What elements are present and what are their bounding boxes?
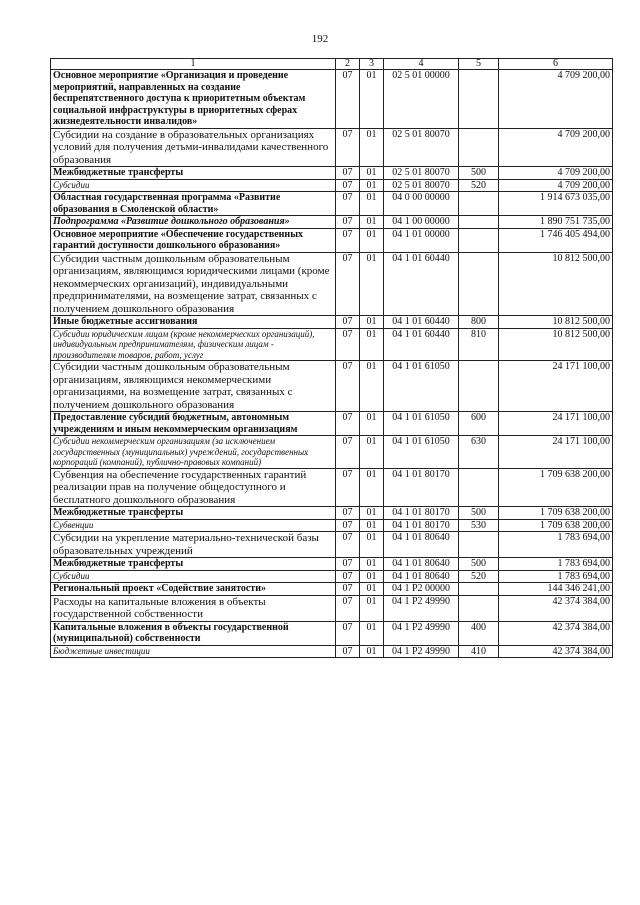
row-target-code-cell: 04 1 01 80640 (384, 532, 459, 558)
table-header-row (51, 59, 613, 70)
row-amount-cell: 42 374 384,00 (499, 621, 613, 645)
row-subsection-cell: 01 (360, 316, 384, 329)
row-name-cell: Расходы на капитальные вложения в объекты государственной собственности (51, 595, 336, 621)
header-col-2: 2 (336, 59, 360, 70)
row-name-cell: Субсидии некоммерческим организациям (за исключением государственных (муниципальных) учреждений, государственных корпораций (компаний), публично-правовых компаний) (51, 436, 336, 469)
row-expense-type-cell: 410 (459, 645, 499, 658)
row-section-cell: 07 (336, 167, 360, 180)
row-name-cell: Субсидии юридическим лицам (кроме некоммерческих организаций), индивидуальным предпринимателям, физическим лицам - производителям товаров, работ, услуг (51, 328, 336, 361)
row-amount-cell: 42 374 384,00 (499, 645, 613, 658)
row-subsection-cell: 01 (360, 167, 384, 180)
row-name-cell: Региональный проект «Содействие занятости» (51, 583, 336, 596)
row-target-code-cell: 04 0 00 00000 (384, 192, 459, 216)
row-expense-type-cell: 500 (459, 507, 499, 520)
table-row (51, 558, 613, 571)
row-subsection-cell: 01 (360, 179, 384, 192)
row-subsection-cell: 01 (360, 468, 384, 507)
row-subsection-cell: 01 (360, 645, 384, 658)
row-amount-cell: 1 783 694,00 (499, 558, 613, 571)
row-expense-type-cell (459, 595, 499, 621)
table-row (51, 252, 613, 316)
table-row (51, 583, 613, 596)
row-expense-type-cell (459, 128, 499, 167)
row-section-cell: 07 (336, 179, 360, 192)
row-target-code-cell: 04 1 P2 00000 (384, 583, 459, 596)
row-amount-cell: 24 171 100,00 (499, 436, 613, 469)
row-name-cell: Субсидии частным дошкольным образовательным организациям, являющимся некоммерческими организациями, на возмещение затрат, связанных с получением дошкольного образования (51, 361, 336, 412)
header-col-1: 1 (51, 59, 336, 70)
row-expense-type-cell (459, 192, 499, 216)
row-name-cell: Подпрограмма «Развитие дошкольного образования» (51, 216, 336, 229)
row-expense-type-cell (459, 532, 499, 558)
row-section-cell: 07 (336, 70, 360, 129)
row-amount-cell: 4 709 200,00 (499, 179, 613, 192)
row-name-cell: Областная государственная программа «Развитие образования в Смоленской области» (51, 192, 336, 216)
row-section-cell: 07 (336, 468, 360, 507)
table-row (51, 192, 613, 216)
row-name-cell: Капитальные вложения в объекты государственной (муниципальной) собственности (51, 621, 336, 645)
row-subsection-cell: 01 (360, 558, 384, 571)
row-section-cell: 07 (336, 570, 360, 583)
row-subsection-cell: 01 (360, 128, 384, 167)
row-subsection-cell: 01 (360, 192, 384, 216)
row-amount-cell: 1 709 638 200,00 (499, 468, 613, 507)
table-row (51, 621, 613, 645)
row-subsection-cell: 01 (360, 70, 384, 129)
header-col-3: 3 (360, 59, 384, 70)
row-amount-cell: 1 709 638 200,00 (499, 519, 613, 532)
row-target-code-cell: 04 1 01 60440 (384, 328, 459, 361)
row-section-cell: 07 (336, 316, 360, 329)
row-target-code-cell: 04 1 00 00000 (384, 216, 459, 229)
table-row (51, 412, 613, 436)
table-row (51, 216, 613, 229)
row-target-code-cell: 04 1 01 80170 (384, 519, 459, 532)
row-name-cell: Субвенции (51, 519, 336, 532)
row-target-code-cell: 04 1 P2 49990 (384, 621, 459, 645)
table-row (51, 436, 613, 469)
row-amount-cell: 4 709 200,00 (499, 128, 613, 167)
row-subsection-cell: 01 (360, 570, 384, 583)
row-subsection-cell: 01 (360, 532, 384, 558)
page-number: 192 (311, 33, 329, 45)
budget-table (50, 58, 613, 658)
row-target-code-cell: 02 5 01 00000 (384, 70, 459, 129)
row-expense-type-cell: 800 (459, 316, 499, 329)
table-row (51, 519, 613, 532)
row-subsection-cell: 01 (360, 361, 384, 412)
row-section-cell: 07 (336, 228, 360, 252)
row-amount-cell: 1 746 405 494,00 (499, 228, 613, 252)
row-amount-cell: 4 709 200,00 (499, 167, 613, 180)
table-row (51, 167, 613, 180)
row-amount-cell: 144 346 241,00 (499, 583, 613, 596)
row-subsection-cell: 01 (360, 252, 384, 316)
row-name-cell: Основное мероприятие «Организация и проведение мероприятий, направленных на создание беспрепятственного доступа к приоритетным объектам социальной инфраструктуры в приоритетных сферах жизнедеятельности инвалидов» (51, 70, 336, 129)
row-name-cell: Предоставление субсидий бюджетным, автономным учреждениям и иным некоммерческим организациям (51, 412, 336, 436)
row-expense-type-cell: 810 (459, 328, 499, 361)
row-amount-cell: 1 709 638 200,00 (499, 507, 613, 520)
row-target-code-cell: 04 1 P2 49990 (384, 595, 459, 621)
row-name-cell: Субсидии частным дошкольным образовательным организациям, являющимся юридическими лицами (кроме некоммерческих организаций), индивидуальными предпринимателями, на возмещение затрат, связанных с получением дошкольного образования (51, 252, 336, 316)
row-target-code-cell: 04 1 01 61050 (384, 436, 459, 469)
row-target-code-cell: 02 5 01 80070 (384, 128, 459, 167)
row-expense-type-cell (459, 468, 499, 507)
row-expense-type-cell: 520 (459, 570, 499, 583)
row-amount-cell: 10 812 500,00 (499, 328, 613, 361)
table-row (51, 70, 613, 129)
row-section-cell: 07 (336, 645, 360, 658)
row-section-cell: 07 (336, 621, 360, 645)
row-section-cell: 07 (336, 252, 360, 316)
row-section-cell: 07 (336, 519, 360, 532)
row-subsection-cell: 01 (360, 583, 384, 596)
row-name-cell: Субсидии на укрепление материально-технической базы образовательных учреждений (51, 532, 336, 558)
row-name-cell: Основное мероприятие «Обеспечение государственных гарантий доступности дошкольного образования» (51, 228, 336, 252)
table-row (51, 328, 613, 361)
row-name-cell: Субсидии на создание в образовательных организациях условий для получения детьми-инвалидами качественного образования (51, 128, 336, 167)
table-row (51, 595, 613, 621)
row-subsection-cell: 01 (360, 228, 384, 252)
table-row (51, 316, 613, 329)
row-name-cell: Бюджетные инвестиции (51, 645, 336, 658)
row-section-cell: 07 (336, 583, 360, 596)
header-col-5: 5 (459, 59, 499, 70)
table-row (51, 507, 613, 520)
row-expense-type-cell (459, 228, 499, 252)
row-name-cell: Иные бюджетные ассигнования (51, 316, 336, 329)
table-row (51, 468, 613, 507)
row-target-code-cell: 02 5 01 80070 (384, 167, 459, 180)
table-row (51, 361, 613, 412)
row-amount-cell: 4 709 200,00 (499, 70, 613, 129)
row-target-code-cell: 04 1 01 60440 (384, 252, 459, 316)
header-col-6: 6 (499, 59, 613, 70)
row-section-cell: 07 (336, 558, 360, 571)
table-row (51, 570, 613, 583)
row-subsection-cell: 01 (360, 621, 384, 645)
row-name-cell: Межбюджетные трансферты (51, 558, 336, 571)
row-expense-type-cell (459, 361, 499, 412)
row-section-cell: 07 (336, 328, 360, 361)
row-name-cell: Межбюджетные трансферты (51, 167, 336, 180)
row-amount-cell: 42 374 384,00 (499, 595, 613, 621)
row-amount-cell: 1 783 694,00 (499, 570, 613, 583)
row-expense-type-cell: 500 (459, 167, 499, 180)
row-subsection-cell: 01 (360, 412, 384, 436)
row-section-cell: 07 (336, 361, 360, 412)
row-name-cell: Субвенция на обеспечение государственных гарантий реализации прав на получение общедоступного и бесплатного дошкольного образования (51, 468, 336, 507)
row-expense-type-cell: 600 (459, 412, 499, 436)
row-expense-type-cell: 400 (459, 621, 499, 645)
row-expense-type-cell: 530 (459, 519, 499, 532)
row-expense-type-cell: 500 (459, 558, 499, 571)
row-section-cell: 07 (336, 192, 360, 216)
row-section-cell: 07 (336, 128, 360, 167)
row-subsection-cell: 01 (360, 436, 384, 469)
row-target-code-cell: 04 1 01 80640 (384, 558, 459, 571)
row-amount-cell: 10 812 500,00 (499, 316, 613, 329)
row-expense-type-cell (459, 70, 499, 129)
table-row (51, 128, 613, 167)
row-amount-cell: 24 171 100,00 (499, 361, 613, 412)
row-name-cell: Субсидии (51, 179, 336, 192)
row-target-code-cell: 04 1 01 61050 (384, 412, 459, 436)
row-amount-cell: 24 171 100,00 (499, 412, 613, 436)
row-subsection-cell: 01 (360, 216, 384, 229)
row-subsection-cell: 01 (360, 507, 384, 520)
row-target-code-cell: 02 5 01 80070 (384, 179, 459, 192)
row-expense-type-cell (459, 252, 499, 316)
table-row (51, 179, 613, 192)
row-expense-type-cell: 630 (459, 436, 499, 469)
row-section-cell: 07 (336, 532, 360, 558)
table-row (51, 645, 613, 658)
row-amount-cell: 10 812 500,00 (499, 252, 613, 316)
row-target-code-cell: 04 1 01 00000 (384, 228, 459, 252)
row-amount-cell: 1 783 694,00 (499, 532, 613, 558)
row-target-code-cell: 04 1 01 80170 (384, 468, 459, 507)
row-target-code-cell: 04 1 01 80170 (384, 507, 459, 520)
row-section-cell: 07 (336, 507, 360, 520)
row-expense-type-cell: 520 (459, 179, 499, 192)
table-row (51, 532, 613, 558)
row-section-cell: 07 (336, 436, 360, 469)
row-target-code-cell: 04 1 01 61050 (384, 361, 459, 412)
row-expense-type-cell (459, 583, 499, 596)
row-target-code-cell: 04 1 P2 49990 (384, 645, 459, 658)
row-section-cell: 07 (336, 595, 360, 621)
row-target-code-cell: 04 1 01 60440 (384, 316, 459, 329)
table-row (51, 228, 613, 252)
row-name-cell: Субсидии (51, 570, 336, 583)
row-section-cell: 07 (336, 412, 360, 436)
row-subsection-cell: 01 (360, 328, 384, 361)
row-amount-cell: 1 890 751 735,00 (499, 216, 613, 229)
row-subsection-cell: 01 (360, 595, 384, 621)
header-col-4: 4 (384, 59, 459, 70)
row-expense-type-cell (459, 216, 499, 229)
row-subsection-cell: 01 (360, 519, 384, 532)
row-target-code-cell: 04 1 01 80640 (384, 570, 459, 583)
row-amount-cell: 1 914 673 035,00 (499, 192, 613, 216)
row-name-cell: Межбюджетные трансферты (51, 507, 336, 520)
row-section-cell: 07 (336, 216, 360, 229)
